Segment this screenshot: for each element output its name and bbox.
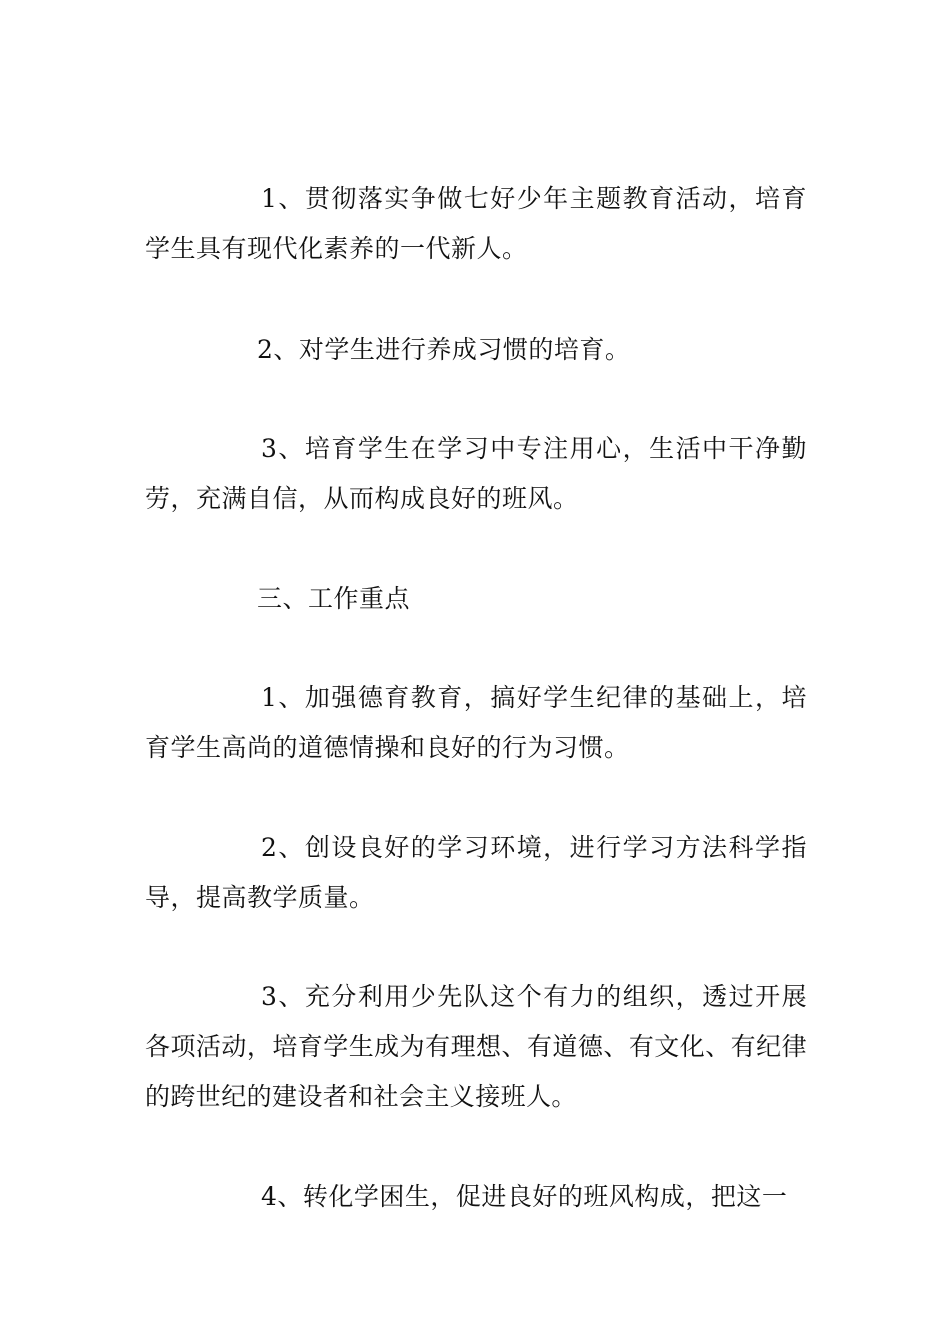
paragraph-focus-2: 2、创设良好的学习环境，进行学习方法科学指导，提高教学质量。 [145, 833, 807, 912]
section-heading-work-focus: 三、工作重点 [257, 584, 411, 613]
paragraph-focus-3: 3、充分利用少先队这个有力的组织，透过开展各项活动，培育学生成为有理想、有道德、有文化、有纪律的跨世纪的建设者和社会主义接班人。 [145, 982, 807, 1111]
paragraph-focus-1: 1、加强德育教育，搞好学生纪律的基础上，培育学生高尚的道德情操和良好的行为习惯。 [145, 683, 807, 762]
paragraph-goal-3: 3、培育学生在学习中专注用心，生活中干净勤劳，充满自信，从而构成良好的班风。 [145, 434, 807, 513]
paragraph-focus-4: 4、转化学困生，促进良好的班风构成，把这一 [261, 1182, 788, 1211]
paragraph-goal-2: 2、对学生进行养成习惯的培育。 [257, 335, 631, 364]
paragraph-goal-1: 1、贯彻落实争做七好少年主题教育活动，培育学生具有现代化素养的一代新人。 [145, 184, 807, 263]
